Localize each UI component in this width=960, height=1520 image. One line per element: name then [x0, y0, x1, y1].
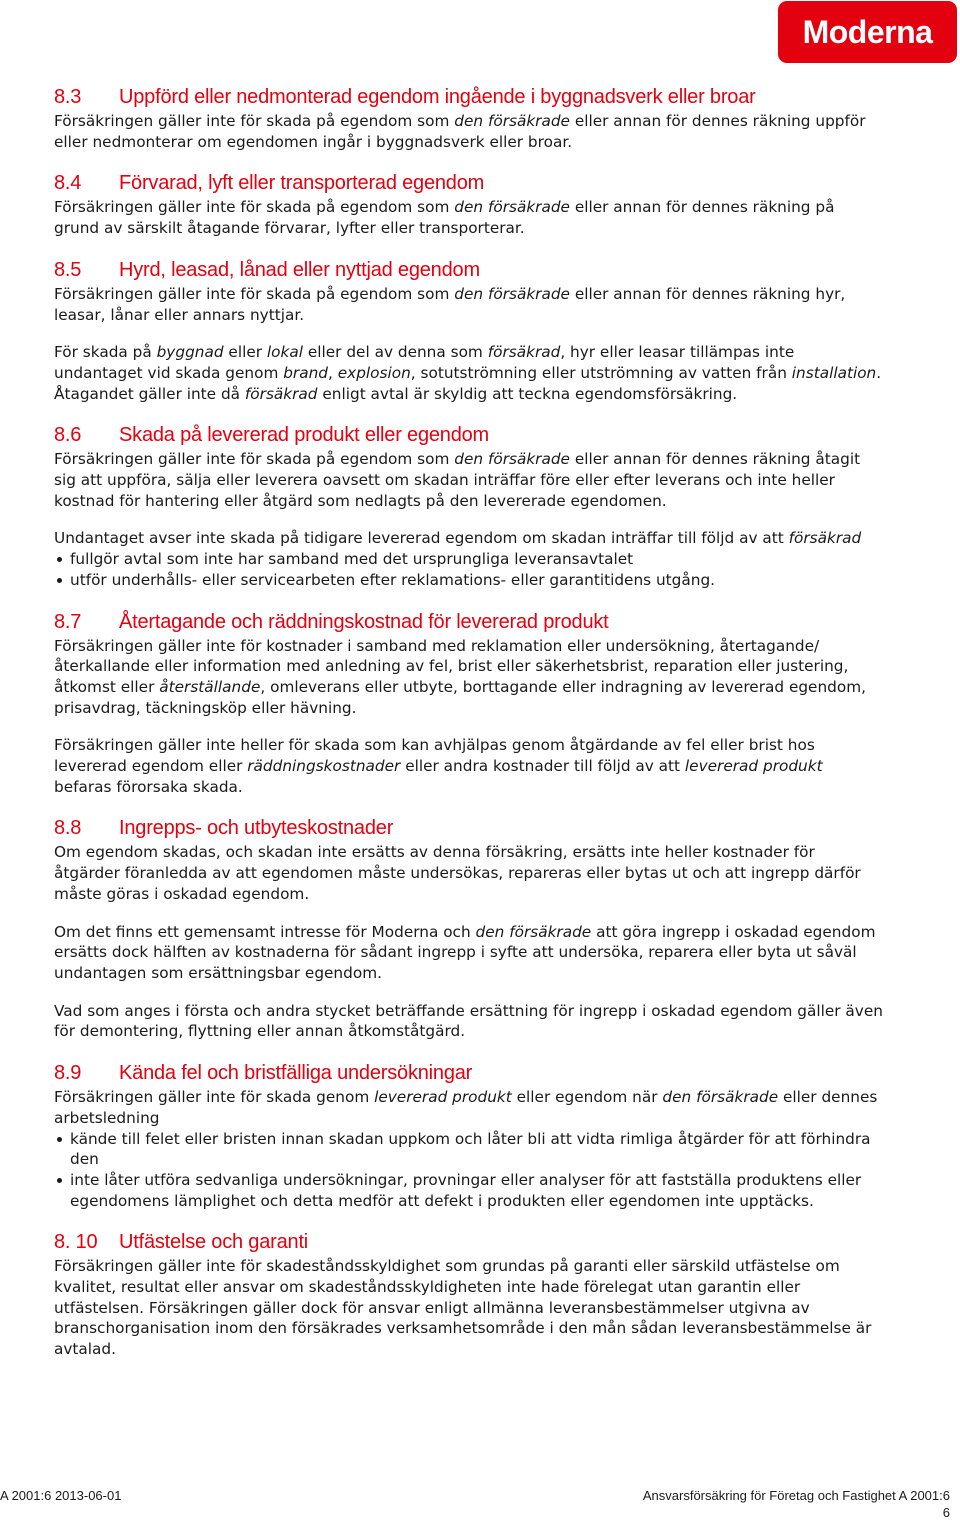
section-8-6	[54, 421, 884, 590]
section-number: 8.8	[54, 817, 82, 840]
section-number: 8. 10	[54, 1231, 98, 1254]
section-title: Hyrd, leasad, lånad eller nyttjad egendom	[119, 258, 480, 281]
section-title: Uppförd eller nedmonterad egendom ingående i byggnadsverk eller broar	[119, 86, 756, 108]
section-title: Förvarad, lyft eller transporterad egendom	[119, 172, 485, 195]
section-heading	[54, 814, 884, 842]
section-title: Återtagande och räddningskostnad för levererad produkt	[119, 610, 609, 633]
section-heading	[54, 1059, 884, 1087]
section-8-3	[54, 83, 884, 152]
section-number: 8.6	[54, 424, 82, 447]
section-heading	[54, 1228, 884, 1256]
paragraph: Om egendom skadas, och skadan inte ersätts av denna försäkring, ersätts inte heller kostnader för åtgärder föranledda av att egendomen måste undersökas, repareras eller bytas ut och att ingrepp därför måste göras i oskadad egendom.	[54, 843, 861, 903]
section-title: Ingrepps- och utbyteskostnader	[119, 817, 394, 840]
paragraph: Om det finns ett gemensamt intresse för Moderna och den försäkrade att göra ingrepp i oskadad egendom ersätts dock hälften av kostnaderna för sådant ingrepp i syfte att undersöka, reparera eller byta ut såväl undantagen som ersättningsbar egendom.	[54, 922, 876, 982]
paragraph: Försäkringen gäller inte för skada på egendom som den försäkrade eller annan för dennes räkning på grund av särskilt åtagande förvarar, lyfter eller transporterar.	[54, 198, 835, 238]
section-8-4	[54, 169, 884, 238]
section-heading	[54, 608, 884, 636]
section-heading	[54, 421, 884, 449]
section-number: 8.4	[54, 172, 82, 195]
paragraph: Försäkringen gäller inte för skada på egendom som den försäkrade eller annan för dennes räkning hyr, leasar, lånar eller annars nyttjar.	[54, 284, 846, 324]
paragraph: Försäkringen gäller inte för skada genom levererad produkt eller egendom när den försäkrade eller dennes arbetsledning	[54, 1088, 878, 1127]
section-8-9	[54, 1059, 884, 1211]
bullet-list	[54, 549, 884, 590]
section-heading	[54, 169, 884, 197]
section-heading	[54, 256, 884, 284]
section-title: Skada på levererad produkt eller egendom	[119, 424, 490, 447]
section-heading	[54, 83, 884, 111]
section-8-10	[54, 1228, 884, 1360]
paragraph: Försäkringen gäller inte heller för skada som kan avhjälpas genom åtgärdande av fel eller brist hos levererad egendom eller räddningskostnader eller andra kostnader till följd av att levererad produkt befaras förorsaka skada.	[54, 736, 823, 796]
paragraph: Försäkringen gäller inte för skadeståndsskyldighet som grundas på garanti eller särskild utfästelse om kvalitet, resultat eller ansvar om skadeståndsskyldigheten inte hade förelegat utan garantin eller utfästelsen. Försäkringen gäller dock för ansvar enligt allmänna leveransbestämmelser utgivna av branschorganisation inom den försäkrades verksamhetsområde i den mån sådan leveransbestämmelse är avtalad.	[54, 1257, 872, 1359]
paragraph: Försäkringen gäller inte för skada på egendom som den försäkrade eller annan för dennes räkning åtagit sig att uppföra, sälja eller leverera oavsett om skadan inträffar före eller efter leverans och inte heller kostnad för hantering eller åtgärd som nedlagts på den levererade egendomen.	[54, 450, 861, 510]
section-number: 8.7	[54, 610, 82, 633]
list-item: fullgör avtal som inte har samband med det ursprungliga leveransavtalet	[54, 549, 884, 570]
paragraph: Försäkringen gäller inte för kostnader i samband med reklamation eller undersökning, återtagande/återkallande eller information med anledning av fel, brist eller säkerhetsbrist, reparation eller justering, åtkomst eller återställande, omleverans eller utbyte, borttagande eller indragning av levererad egendom, prisavdrag, täckningsköp eller hävning.	[54, 636, 866, 717]
footer-document-id: A 2001:6 2013-06-01	[0, 1488, 122, 1503]
paragraph: Försäkringen gäller inte för skada på egendom som den försäkrade eller annan för dennes räkning uppför eller nedmonterar om egendomen ingår i byggnadsverk eller broar.	[54, 112, 866, 151]
section-8-8	[54, 814, 884, 1042]
paragraph: Undantaget avser inte skada på tidigare levererad egendom om skadan inträffar till följd av att försäkrad	[54, 529, 862, 548]
paragraph: Vad som anges i första och andra stycket beträffande ersättning för ingrepp i oskadad egendom gäller även för demontering, flyttning eller annan åtkomståtgärd.	[54, 1001, 883, 1041]
section-8-5	[54, 256, 884, 405]
section-title: Kända fel och bristfälliga undersökningar	[119, 1062, 473, 1085]
list-item: inte låter utföra sedvanliga undersökningar, provningar eller analyser för att fastställa produktens eller egendomens lämplighet och detta medför att defekt i produkten eller egendomen inte upptäcks.	[54, 1170, 884, 1211]
paragraph: För skada på byggnad eller lokal eller del av denna som försäkrad, hyr eller leasar tillämpas inte undantaget vid skada genom brand, explosion, sotutströmning eller utströmning av vatten från installation. Åtagandet gäller inte då försäkrad enligt avtal är skyldig att teckna egendomsförsäkring.	[54, 343, 882, 403]
footer-document-title: Ansvarsförsäkring för Företag och Fastighet A 2001:6	[642, 1488, 950, 1503]
page-number: 6	[942, 1505, 950, 1520]
section-number: 8.5	[54, 258, 82, 281]
bullet-list	[54, 1129, 884, 1212]
section-number: 8.9	[54, 1062, 82, 1085]
document-body	[54, 83, 884, 1377]
logo-text: Moderna	[802, 13, 933, 50]
section-8-7	[54, 608, 884, 798]
list-item: kände till felet eller bristen innan skadan uppkom och låter bli att vidta rimliga åtgärder för att förhindra den	[54, 1129, 884, 1170]
list-item: utför underhålls- eller servicearbeten efter reklamations- eller garantitidens utgång.	[54, 570, 884, 591]
section-number: 8.3	[54, 86, 82, 108]
section-title: Utfästelse och garanti	[119, 1231, 309, 1254]
moderna-logo	[778, 1, 957, 63]
